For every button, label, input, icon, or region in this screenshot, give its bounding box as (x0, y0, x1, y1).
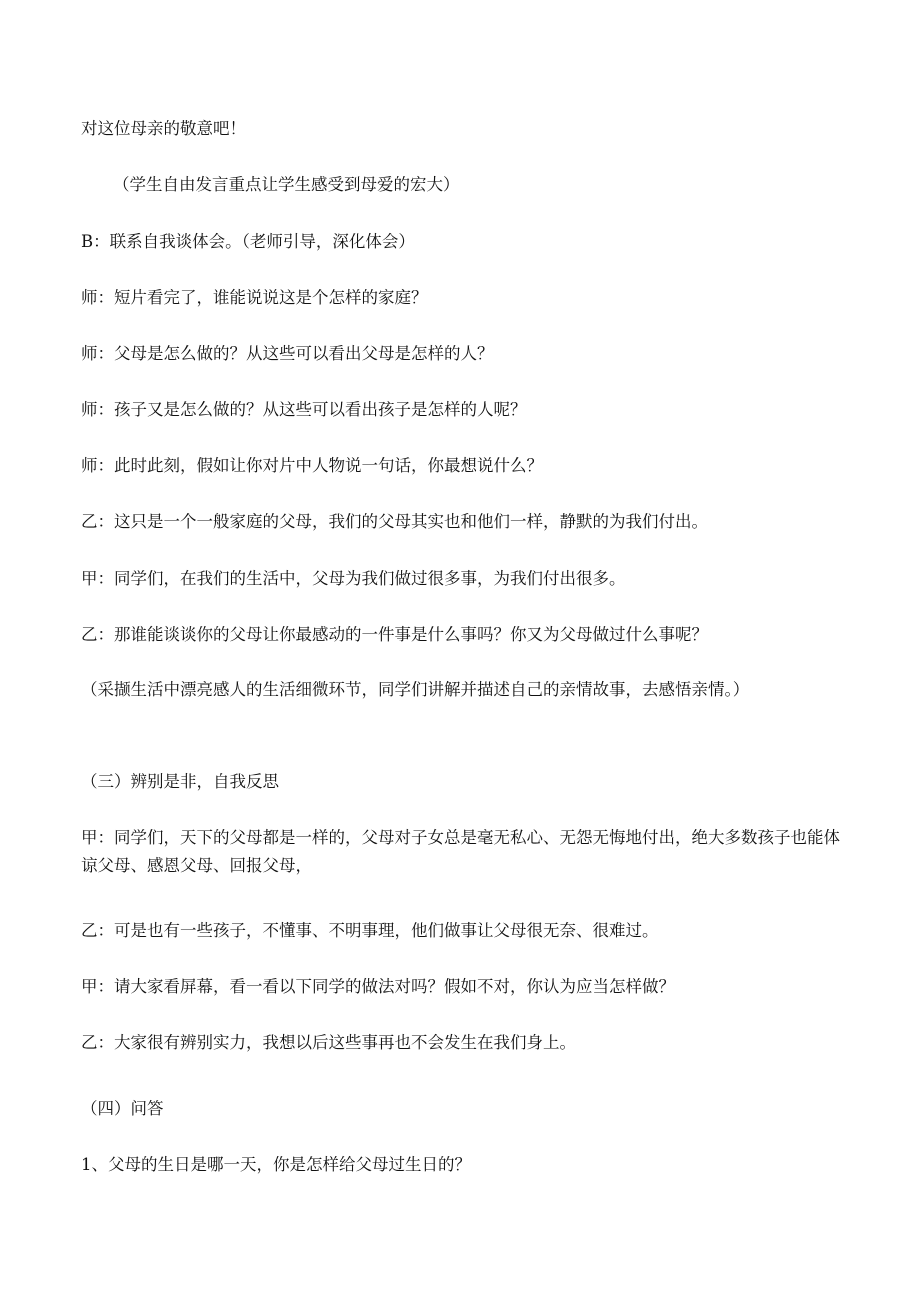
paragraph-jia-3: 甲：请大家看屏幕，看一看以下同学的做法对吗？假如不对，你认为应当怎样做？ (81, 977, 675, 996)
paragraph-yi-4: 乙：大家很有辨别实力，我想以后这些事再也不会发生在我们身上。 (81, 1033, 576, 1052)
paragraph-jia-2: 甲：同学们，天下的父母都是一样的，父母对子女总是毫无私心、无怨无悔地付出，绝大多数孩子也能体谅父母、感恩父母、回报父母， (81, 828, 840, 875)
paragraph-yi-3: 乙：可是也有一些孩子，不懂事、不明事理，他们做事让父母很无奈、很难过。 (81, 921, 659, 940)
paragraph-teacher-q3: 师：孩子又是怎么做的？从这些可以看出孩子是怎样的人呢？ (81, 400, 527, 419)
paragraph-jia-1: 甲：同学们，在我们的生活中，父母为我们做过很多事，为我们付出很多。 (81, 569, 626, 588)
paragraph-teacher-q2: 师：父母是怎么做的？从这些可以看出父母是怎样的人？ (81, 344, 494, 363)
paragraph-yi-1: 乙：这只是一个一般家庭的父母，我们的父母其实也和他们一样，静默的为我们付出。 (81, 512, 708, 531)
paragraph-teacher-q1: 师：短片看完了，谁能说说这是个怎样的家庭？ (81, 288, 428, 307)
question-1: 1、父母的生日是哪一天，你是怎样给父母过生日的？ (81, 1155, 471, 1174)
paragraph-teacher-q4: 师：此时此刻，假如让你对片中人物说一句话，你最想说什么？ (81, 456, 543, 475)
paragraph-yi-2: 乙：那谁能谈谈你的父母让你最感动的一件事是什么事吗？你又为父母做过什么事呢？ (81, 625, 708, 644)
section-heading-four: （四）问答 (81, 1099, 164, 1118)
section-heading-three: （三）辨别是非，自我反思 (81, 772, 279, 791)
paragraph-story-note: （采撷生活中漂亮感人的生活细微环节，同学们讲解并描述自己的亲情故事，去感悟亲情。） (81, 680, 750, 699)
paragraph-b-section: B：联系自我谈体会。（老师引导，深化体会） (81, 232, 415, 251)
paragraph-respect: 对这位母亲的敬意吧！ (81, 119, 246, 138)
paragraph-student-speech-note: （学生自由发言重点让学生感受到母爱的宏大） (113, 175, 460, 194)
